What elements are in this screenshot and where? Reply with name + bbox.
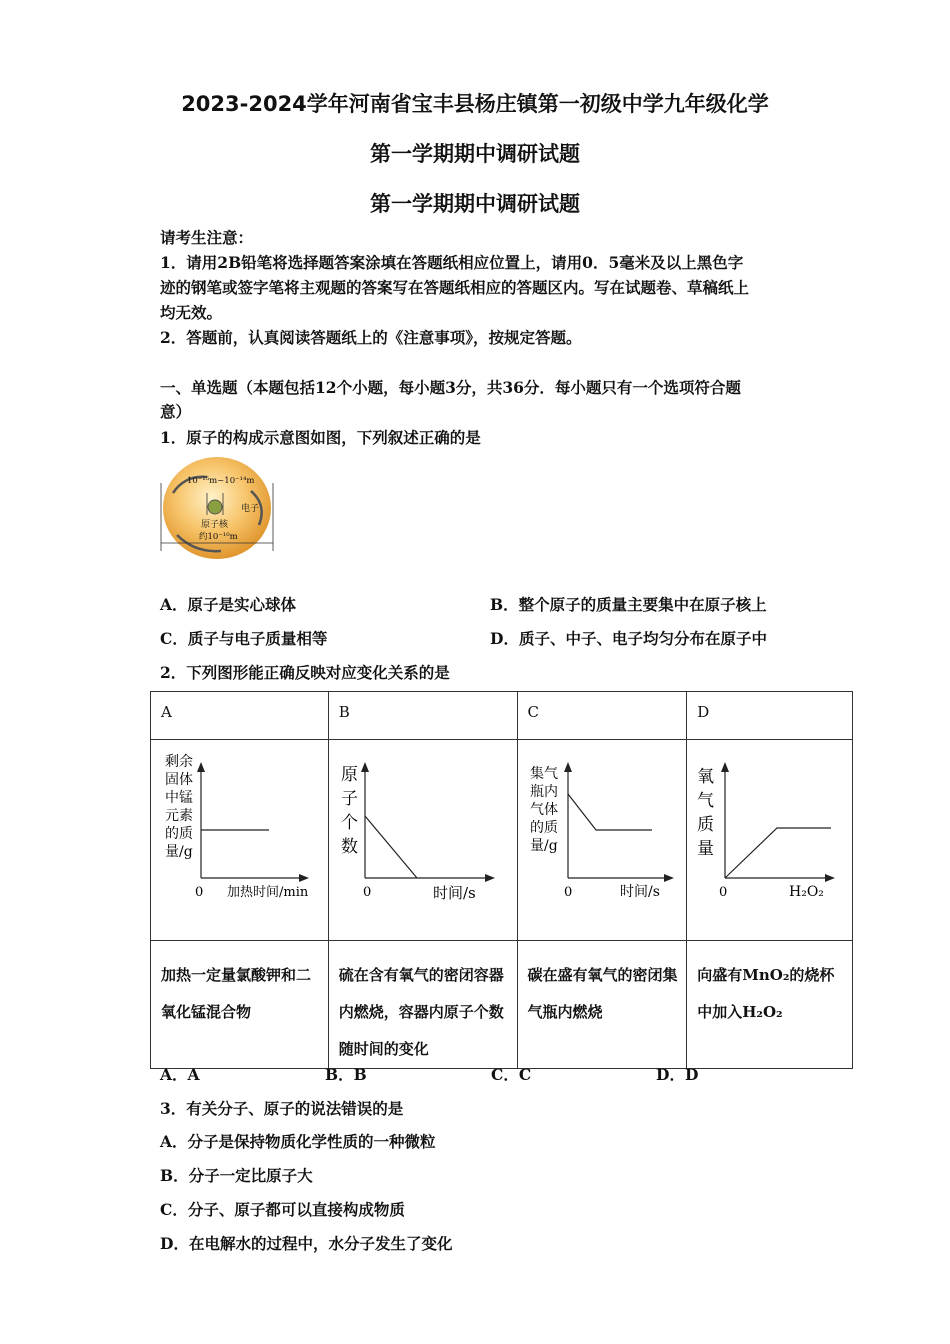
graph-b-xlabel: 时间/s	[432, 884, 476, 902]
x-axis-arrow-icon	[299, 874, 309, 882]
q2-desc-a: 加热一定量氯酸钾和二氧化锰混合物	[161, 966, 312, 1021]
q3-option-b: B．分子一定比原子大	[160, 1166, 313, 1185]
q2-desc-d: 向盛有MnO₂的烧杯中加入H₂O₂	[697, 966, 835, 1021]
q2-header-c: C	[527, 703, 539, 721]
q1-option-b: B．整个原子的质量主要集中在原子核上	[490, 595, 767, 614]
graph-b-ylabel-1: 原	[340, 765, 358, 785]
notice-item-1-line2: 迹的钢笔或签字笔将主观题的答案写在答题纸相应的答题区内。写在试题卷、草稿纸上	[160, 278, 750, 297]
graph-b-ylabel-3: 个	[340, 813, 358, 833]
q2-graph-cell-d	[687, 740, 853, 941]
q2-graph-cell-a	[151, 740, 329, 941]
graph-c	[518, 740, 686, 936]
electron-label: 电子	[241, 504, 260, 514]
graph-b	[329, 740, 516, 936]
q2-desc-cell	[517, 941, 687, 1069]
exam-title: 2023-2024学年河南省宝丰县杨庄镇第一初级中学九年级化学	[181, 92, 769, 116]
q2-header-cell	[517, 692, 687, 740]
graph-d-ylabel-2: 气	[697, 791, 715, 811]
exam-subtitle-repeat: 第一学期期中调研试题	[370, 192, 580, 216]
x-axis-arrow-icon	[485, 874, 495, 882]
notice-item-1-line3: 均无效。	[160, 303, 223, 322]
graph-d-xlabel: H₂O₂	[789, 884, 825, 900]
q3-option-a: A．分子是保持物质化学性质的一种微粒	[160, 1132, 436, 1151]
graph-d-ylabel-3: 质	[697, 815, 715, 835]
q2-desc-b: 硫在含有氧气的密闭容器内燃烧，容器内原子个数随时间的变化	[338, 966, 504, 1058]
data-line	[568, 794, 652, 830]
graph-a-xlabel: 加热时间/min	[227, 885, 309, 900]
graph-a-origin: 0	[195, 885, 204, 900]
q2-desc-c: 碳在盛有氧气的密闭集气瓶内燃烧	[527, 966, 678, 1021]
q2-header-a: A	[161, 703, 172, 721]
graph-b-ylabel-4: 数	[340, 837, 358, 857]
y-axis-arrow-icon	[564, 762, 572, 772]
q1-option-d: D．质子、中子、电子均匀分布在原子中	[490, 629, 767, 648]
q1-option-a: A．原子是实心球体	[160, 595, 297, 614]
graph-c-origin: 0	[563, 885, 572, 900]
section-heading-line1: 一、单选题（本题包括12个小题，每小题3分，共36分．每小题只有一个选项符合题	[160, 378, 741, 397]
atom-structure-figure	[155, 455, 280, 565]
graph-a-ylabel-5: 的质	[165, 826, 193, 842]
graph-b-ylabel-2: 子	[340, 789, 358, 809]
q2-option-a: A．A	[160, 1065, 200, 1084]
q2-desc-cell	[687, 941, 853, 1069]
data-line	[725, 828, 831, 878]
y-axis-arrow-icon	[361, 762, 369, 772]
graph-c-ylabel-2: 瓶内	[529, 784, 558, 800]
q2-graph-cell-c	[517, 740, 687, 941]
x-axis-arrow-icon	[664, 874, 674, 882]
q3-option-d: D．在电解水的过程中，水分子发生了变化	[160, 1234, 453, 1253]
graph-c-ylabel-5: 量/g	[529, 838, 558, 854]
graph-c-ylabel-1: 集气	[529, 766, 558, 782]
graph-a-ylabel-3: 中锰	[165, 790, 193, 806]
nucleus-label: 原子核	[201, 520, 229, 530]
q2-stem: 2．下列图形能正确反映对应变化关系的是	[160, 663, 450, 682]
atom-size-label: 约10⁻¹⁰m	[199, 532, 238, 542]
q3-option-c: C．分子、原子都可以直接构成物质	[160, 1200, 405, 1219]
q2-option-b: B．B	[325, 1065, 367, 1084]
data-line	[365, 816, 417, 878]
nucleus-size-label: 10⁻¹⁵m~10⁻¹⁴m	[187, 476, 255, 486]
notice-item-2: 2．答题前，认真阅读答题纸上的《注意事项》，按规定答题。	[160, 328, 582, 347]
nucleus-icon	[208, 500, 222, 514]
q2-header-cell	[687, 692, 853, 740]
q2-header-cell	[328, 692, 517, 740]
graph-a-ylabel-1: 剩余	[165, 754, 193, 770]
graph-a-ylabel-2: 固体	[165, 772, 193, 788]
graph-a-ylabel-4: 元素	[165, 808, 193, 824]
q2-option-d: D．D	[656, 1065, 699, 1084]
q2-header-row	[151, 692, 853, 740]
y-axis-arrow-icon	[197, 762, 205, 772]
x-axis-arrow-icon	[825, 874, 835, 882]
graph-d-ylabel-4: 量	[697, 839, 715, 859]
q2-description-row	[151, 941, 853, 1069]
q2-graph-row	[151, 740, 853, 941]
q2-table	[150, 691, 853, 1069]
q3-stem: 3．有关分子、原子的说法错误的是	[160, 1099, 404, 1118]
q2-header-b: B	[338, 703, 350, 721]
q1-stem: 1．原子的构成示意图如图，下列叙述正确的是	[160, 428, 481, 447]
graph-c-ylabel-4: 的质	[529, 820, 558, 836]
q2-graph-cell-b	[328, 740, 517, 941]
graph-c-xlabel: 时间/s	[619, 884, 660, 900]
graph-d-origin: 0	[719, 885, 728, 900]
graph-b-origin: 0	[362, 885, 372, 900]
q2-header-cell	[151, 692, 329, 740]
notice-heading: 请考生注意：	[160, 228, 254, 247]
exam-subtitle: 第一学期期中调研试题	[370, 142, 580, 166]
y-axis-arrow-icon	[721, 762, 729, 772]
graph-d-ylabel-1: 氧	[697, 767, 715, 787]
graph-d	[687, 740, 851, 936]
q2-desc-cell	[328, 941, 517, 1069]
notice-item-1-line1: 1．请用2B铅笔将选择题答案涂填在答题纸相应位置上，请用0．5毫米及以上黑色字	[160, 253, 744, 272]
section-heading-line2: 意）	[160, 402, 192, 421]
graph-a	[151, 740, 327, 936]
q2-header-d: D	[697, 703, 710, 721]
graph-a-ylabel-6: 量/g	[165, 844, 193, 860]
q2-option-c: C．C	[491, 1065, 532, 1084]
q2-desc-cell	[151, 941, 329, 1069]
graph-c-ylabel-3: 气体	[529, 802, 558, 818]
q1-option-c: C．质子与电子质量相等	[160, 629, 328, 648]
